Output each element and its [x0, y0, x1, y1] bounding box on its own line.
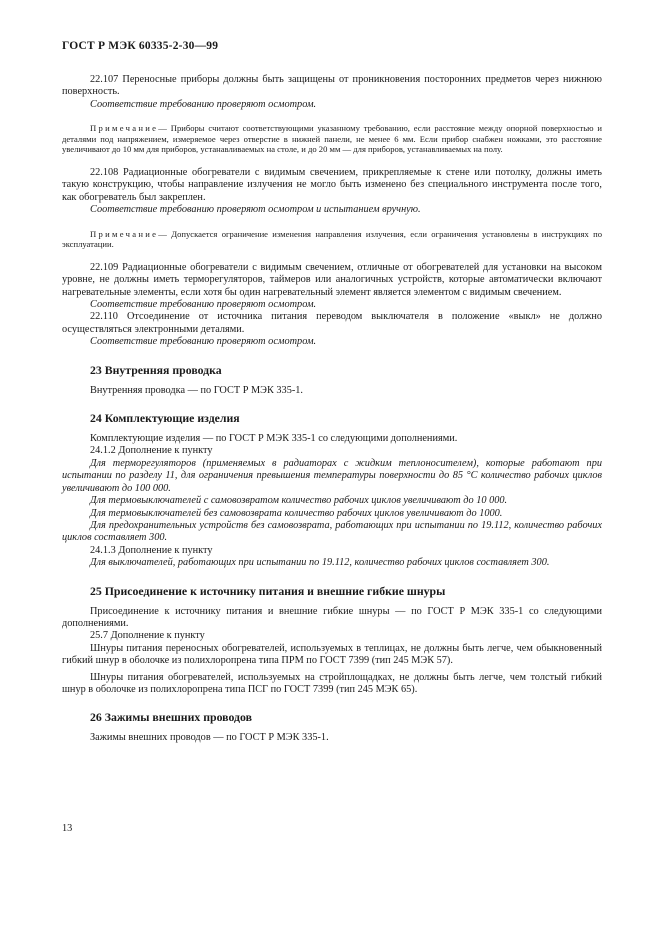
- subclause-25-7: 25.7 Дополнение к пункту: [90, 630, 205, 642]
- note-text: — Допускается ограничение изменения направления излучения, если ограничения установлены в инструкциях по эксплуатации.: [62, 228, 602, 250]
- subclause-24-1-2: 24.1.2 Дополнение к пункту: [90, 445, 213, 457]
- note-22-108: [62, 229, 602, 250]
- clause-22-107: 22.107 Переносные приборы должны быть защищены от проникновения посторонних предметов через нижнюю поверхность.: [62, 74, 602, 98]
- clause-22-107-check: Соответствие требованию проверяют осмотром.: [90, 98, 317, 110]
- section-24-text: Комплектующие изделия — по ГОСТ Р МЭК 335-1 со следующими дополнениями.: [90, 433, 458, 445]
- subclause-24-1-3-item: Для выключателей, работающих при испытании по 19.112, количество рабочих циклов составляет 300.: [90, 557, 550, 569]
- clause-22-110: 22.110 Отсоединение от источника питания переводом выключателя в положение «выкл» не должно осуществляться электронными деталями.: [62, 311, 602, 335]
- subclause-25-7-para-2: Шнуры питания обогревателей, используемых на стройплощадках, не должны быть легче, чем толстый гибкий шнур в оболочке из полихлоропрена типа ПСГ по ГОСТ 7399 (тип 245 МЭК 65).: [62, 671, 602, 695]
- section-24-title: 24 Комплектующие изделия: [90, 411, 240, 426]
- section-26-text: Зажимы внешних проводов — по ГОСТ Р МЭК 335-1.: [90, 732, 329, 744]
- section-25-title: 25 Присоединение к источнику питания и внешние гибкие шнуры: [90, 583, 446, 598]
- note-text: — Приборы считают соответствующими указанному требованию, если расстояние между опорной поверхностью и деталями под напряжением, измеряемое через отверстие в нижней панели, не менее 6 мм. Если прибор снабжен ножками, это расстояние увеличивают до 10 мм для приборов, устанавливаемых на столе, и до 20 мм — для приборов, устанавливаемых на полу.: [62, 123, 602, 155]
- note-label: Примечание: [90, 123, 159, 134]
- page-number: 13: [62, 823, 73, 834]
- document-header: ГОСТ Р МЭК 60335-2-30—99: [62, 40, 219, 52]
- section-25-text: Присоединение к источнику питания и внешние гибкие шнуры — по ГОСТ Р МЭК 335-1 со следующими дополнениями.: [62, 605, 602, 629]
- subclause-24-1-2-item-1: Для терморегуляторов (применяемых в радиаторах с жидким теплоносителем), которые работают при испытании по разделу 11, для ограничения превышения температуры поверхности до 85 °С количество рабочих циклов увеличивают до 100 000.: [62, 457, 602, 494]
- clause-22-108: 22.108 Радиационные обогреватели с видимым свечением, прикрепляемые к стене или потолку, должны иметь такую конструкцию, чтобы направление излучения не могло быть изменено без специального инструмента после того, как обогреватель был закреплен.: [62, 167, 602, 203]
- clause-22-108-check: Соответствие требованию проверяют осмотром и испытанием вручную.: [90, 204, 421, 216]
- subclause-25-7-para-1: Шнуры питания переносных обогревателей, используемых в теплицах, не должны быть легче, чем обыкновенный гибкий шнур в оболочке из полихлоропрена типа ПРМ по ГОСТ 7399 (тип 245 МЭК 57).: [62, 642, 602, 667]
- clause-22-109-check: Соответствие требованию проверяют осмотром.: [90, 299, 317, 311]
- subclause-24-1-3: 24.1.3 Дополнение к пункту: [90, 544, 213, 556]
- note-label: Примечание: [90, 228, 159, 239]
- section-23-title: 23 Внутренняя проводка: [90, 362, 222, 377]
- subclause-24-1-2-item-4: Для предохранительных устройств без самовозврата, работающих при испытании по 19.112, количество рабочих циклов составляет 300.: [62, 519, 602, 544]
- note-22-107: [62, 123, 602, 155]
- section-26-title: 26 Зажимы внешних проводов: [90, 710, 252, 725]
- subclause-24-1-2-item-3: Для термовыключателей без самовозврата количество рабочих циклов увеличивают до 1000.: [90, 507, 503, 519]
- clause-22-110-check: Соответствие требованию проверяют осмотром.: [90, 336, 317, 348]
- clause-22-109: 22.109 Радиационные обогреватели с видимым свечением, отличные от обогревателей для установки на высоком уровне, не должны иметь терморегуляторов, таймеров или аналогичных устройств, которые автоматически включают нагревательные элементы, если хотя бы один нагревательный элемент является элементом с видимым свечением.: [62, 261, 602, 298]
- subclause-24-1-2-item-2: Для термовыключателей с самовозвратом количество рабочих циклов увеличивают до 10 000.: [90, 495, 508, 507]
- section-23-text: Внутренняя проводка — по ГОСТ Р МЭК 335-1.: [90, 384, 304, 396]
- document-page: [62, 40, 602, 745]
